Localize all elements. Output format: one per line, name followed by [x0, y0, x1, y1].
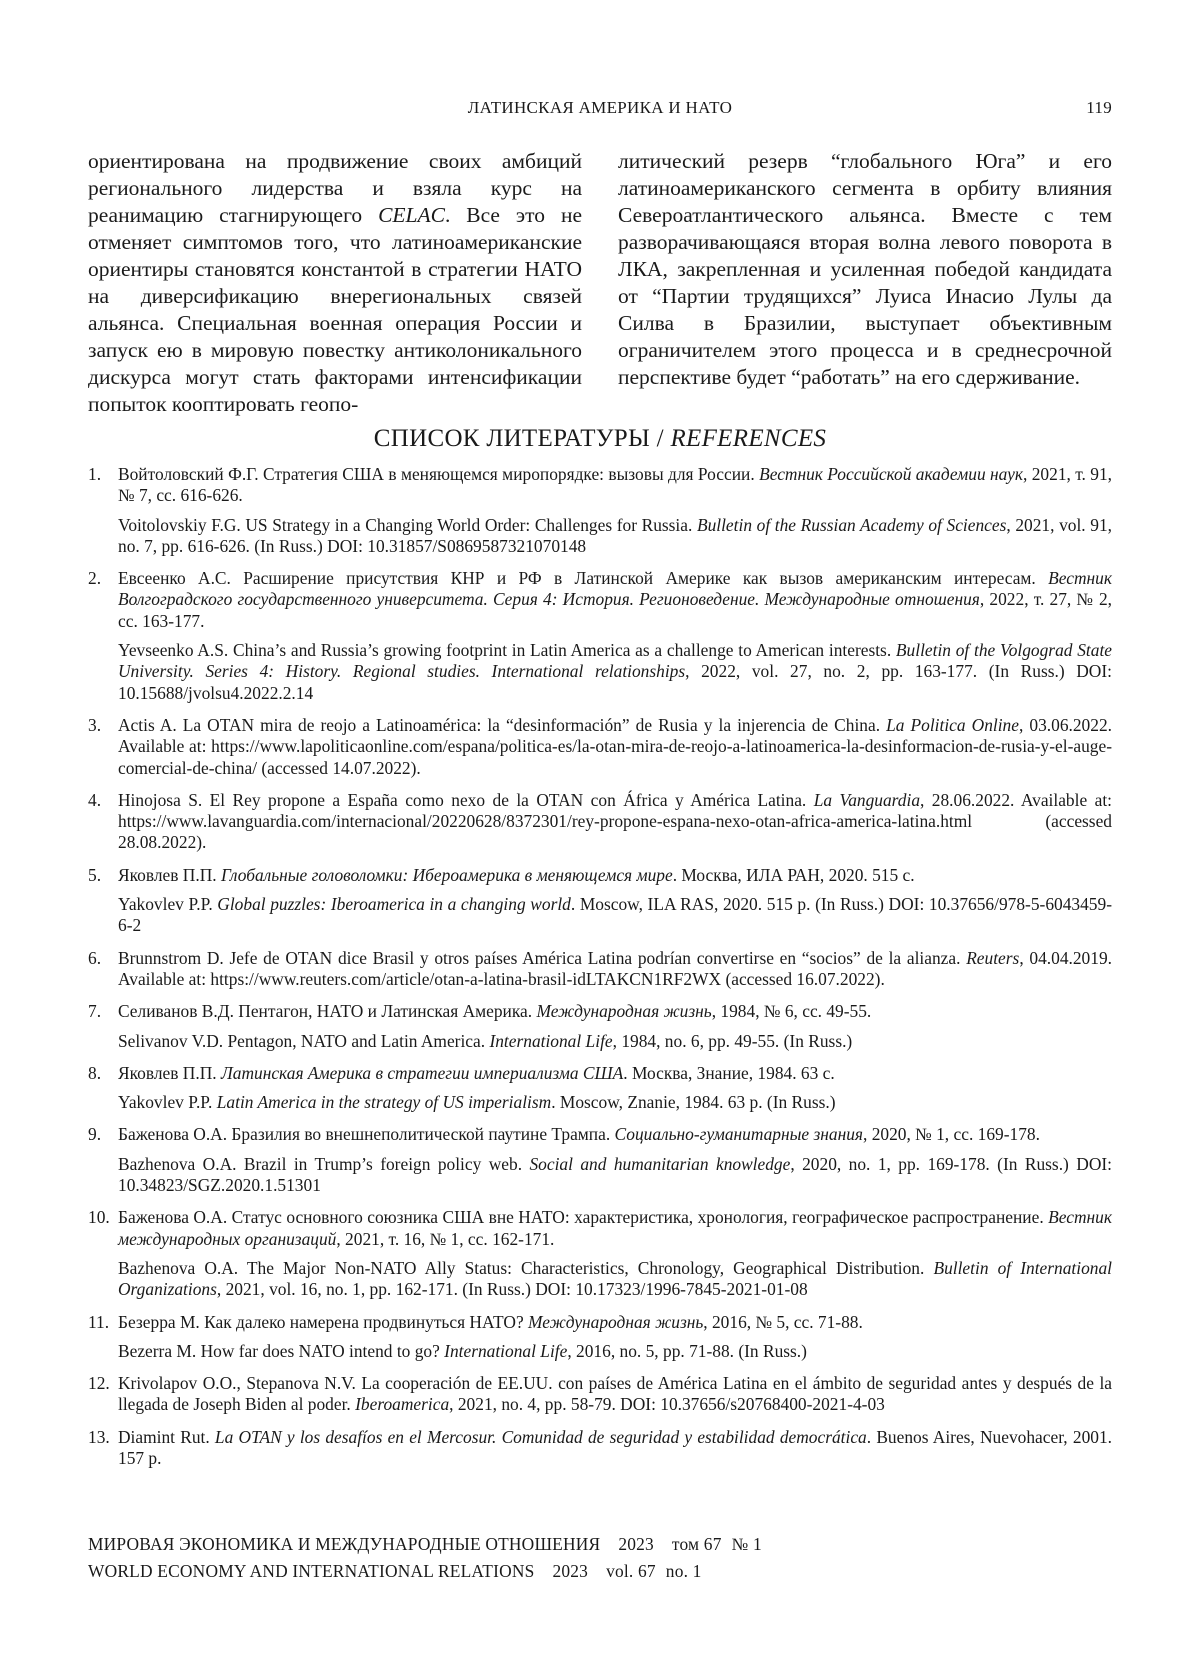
reference-source-title: Международная жизнь: [536, 1001, 712, 1022]
reference-source-title: International Life: [489, 1030, 613, 1051]
reference-text: Actis A. La OTAN mira de reojo a Latinoamérica: la “desinformación” de Rusia y la injerencia de China.: [118, 714, 887, 735]
reference-text: Селиванов В.Д. Пентагон, НАТО и Латинская Америка.: [118, 1001, 537, 1022]
reference-text: Безерра М. Как далеко намерена продвинуться НАТО?: [118, 1311, 529, 1332]
reference-source-title: International Life: [444, 1340, 568, 1361]
references-heading: [88, 425, 1112, 453]
reference-entry-original: [118, 464, 1112, 507]
reference-text: Яковлев П.П.: [118, 864, 221, 885]
reference-source-title: Международная жизнь: [528, 1311, 704, 1332]
reference-entry-transliterated: [118, 1154, 1112, 1197]
reference-entry-transliterated: [118, 640, 1112, 704]
reference-source-title: Глобальные головоломки: Ибероамерика в меняющемся мире: [220, 864, 673, 885]
reference-source-title: Iberoamerica: [355, 1394, 450, 1415]
reference-text: , 2022, vol. 27, no. 2, pp. 163-177. (In Russ.) DOI: 10.15688/jvolsu4.2022.2.14: [118, 661, 1112, 703]
reference-entry-original: [118, 1427, 1112, 1470]
reference-text: Евсеенко А.С. Расширение присутствия КНР и РФ в Латинской Америке как вызов американским интересам.: [118, 568, 1049, 589]
footer-en-issue: no. 1: [665, 1561, 702, 1581]
reference-source-title: Вестник Российской академии наук: [759, 464, 1023, 484]
reference-text: . Moscow, ILA RAS, 2020. 515 p. (In Russ.) DOI: 10.37656/978-5-6043459-6-2: [118, 894, 1112, 936]
running-head-title: ЛАТИНСКАЯ АМЕРИКА И НАТО: [467, 98, 733, 117]
reference-text: Bazhenova O.A. The Major Non-NATO Ally Status: Characteristics, Chronology, Geographical Distribution.: [118, 1257, 934, 1278]
footer-ru-journal: МИРОВАЯ ЭКОНОМИКА И МЕЖДУНАРОДНЫЕ ОТНОШЕНИЯ: [88, 1534, 601, 1554]
reference-source-title: La Vanguardia: [813, 789, 921, 810]
reference-text: . Buenos Aires, Nuevohacer, 2001. 157 p.: [118, 1426, 1113, 1468]
reference-text: , 2016, no. 5, pp. 71-88. (In Russ.): [567, 1340, 807, 1361]
references-heading-en: REFERENCES: [670, 425, 827, 452]
reference-item: [88, 1207, 1112, 1300]
reference-number: 5.: [88, 864, 102, 885]
reference-source-title: Reuters: [966, 947, 1020, 968]
reference-text: Brunnstrom D. Jefe de OTAN dice Brasil y otros países América Latina podrían convertirse en “socios” de la alianza.: [118, 947, 967, 968]
reference-text: Hinojosa S. El Rey propone a España como nexo de la OTAN con África y América Latina.: [118, 789, 814, 810]
reference-text: . Москва, Знание, 1984. 63 с.: [623, 1062, 835, 1083]
reference-text: Yevseenko A.S. China’s and Russia’s growing footprint in Latin America as a challenge to American interests.: [118, 640, 896, 661]
reference-entry-original: [118, 568, 1112, 632]
reference-text: Krivolapov O.O., Stepanova N.V. La cooperación de EE.UU. con países de América Latina en el ámbito de seguridad antes y después de la llegada de Joseph Biden al poder.: [118, 1373, 1112, 1415]
reference-entry-original: [118, 1124, 1112, 1145]
reference-number: 2.: [88, 568, 102, 589]
reference-text: , 2020, no. 1, pp. 169-178. (In Russ.) DOI: 10.34823/SGZ.2020.1.51301: [118, 1153, 1112, 1196]
reference-text: . Москва, ИЛА РАН, 2020. 515 с.: [672, 864, 915, 885]
footer-en-line: [88, 1558, 1112, 1585]
journal-footer: [88, 1531, 1112, 1585]
reference-entry-transliterated: [118, 515, 1112, 558]
reference-text: , 2021, vol. 91, no. 7, pp. 616-626. (In Russ.) DOI: 10.31857/S0869587321070148: [118, 514, 1113, 556]
reference-text: Bezerra M. How far does NATO intend to go?: [118, 1340, 445, 1361]
reference-entry-original: [118, 1207, 1112, 1250]
reference-entry-original: [118, 790, 1112, 854]
reference-text: , 2021, т. 91, № 7, сс. 616-626.: [118, 464, 1112, 506]
reference-source-title: Вестник Волгоградского государственного университета. Серия 4: История. Регионоведение. Международные отношения: [118, 568, 1112, 610]
reference-entry-original: [118, 948, 1112, 991]
reference-item: [88, 865, 1112, 937]
reference-entry-original: [118, 1373, 1112, 1416]
reference-text: Яковлев П.П.: [118, 1062, 221, 1083]
reference-text: , 1984, no. 6, pp. 49-55. (In Russ.): [612, 1030, 853, 1051]
reference-item: [88, 1001, 1112, 1052]
reference-text: , 2020, № 1, сс. 169-178.: [863, 1124, 1040, 1145]
reference-item: [88, 1312, 1112, 1363]
reference-list: [88, 464, 1112, 1480]
reference-entry-original: [118, 1312, 1112, 1333]
reference-text: Баженова О.А. Бразилия во внешнеполитической паутине Трампа.: [118, 1124, 615, 1145]
reference-item: [88, 568, 1112, 704]
reference-text: , 2022, т. 27, № 2, сс. 163-177.: [118, 589, 1113, 631]
footer-en-journal: WORLD ECONOMY AND INTERNATIONAL RELATIONS: [88, 1561, 535, 1581]
left-column-text-1: ориентирована на продвижение своих амбиций регионального лидерства и взяла курс на реанимацию стагнирующего: [88, 149, 582, 227]
celac-term: CELAC: [378, 203, 445, 227]
reference-source-title: Bulletin of the Russian Academy of Sciences: [696, 514, 1007, 535]
reference-source-title: La OTAN y los desafíos en el Mercosur. Comunidad de seguridad y estabilidad democrática: [214, 1426, 867, 1447]
reference-entry-transliterated: [118, 1341, 1112, 1362]
reference-entry-original: [118, 1001, 1112, 1022]
reference-text: Yakovlev P.P.: [118, 1092, 217, 1113]
reference-source-title: Social and humanitarian knowledge: [529, 1153, 791, 1174]
reference-number: 1.: [88, 464, 102, 484]
footer-ru-issue: № 1: [731, 1534, 762, 1554]
reference-number: 9.: [88, 1124, 102, 1145]
references-heading-ru: СПИСОК ЛИТЕРАТУРЫ /: [373, 425, 671, 452]
reference-source-title: Bulletin of International Organizations: [118, 1257, 1112, 1300]
reference-source-title: Bulletin of the Volgograd State University. Series 4: History. Regional studies. International relationships: [118, 640, 1112, 682]
reference-item: [88, 715, 1112, 779]
reference-number: 7.: [88, 1001, 102, 1022]
reference-text: Yakovlev P.P.: [118, 894, 218, 915]
reference-number: 12.: [88, 1373, 110, 1394]
reference-source-title: Вестник международных организаций: [118, 1207, 1112, 1249]
reference-item: [88, 1063, 1112, 1114]
reference-item: [88, 790, 1112, 854]
reference-text: , 04.04.2019. Available at: https://www.reuters.com/article/otan-a-latina-brasil-idLTAKCN1RF2WX (accessed 16.07.2022).: [118, 947, 1112, 989]
reference-number: 4.: [88, 789, 102, 810]
reference-text: Bazhenova O.A. Brazil in Trump’s foreign policy web.: [118, 1153, 530, 1174]
footer-ru-volume: том 67: [671, 1534, 722, 1554]
reference-source-title: Латинская Америка в стратегии империализма США: [220, 1062, 624, 1083]
reference-text: , 2021, no. 4, pp. 58-79. DOI: 10.37656/s20768400-2021-4-03: [449, 1394, 885, 1415]
reference-item: [88, 1373, 1112, 1416]
reference-item: [88, 1124, 1112, 1196]
reference-text: , 03.06.2022. Available at: https://www.lapoliticaonline.com/espana/politica-es/la-otan-mira-de-reojo-a-latinoamerica-la-desinformacion-de-rusia-y-el-auge-comercial-de-china/ (accessed 14.07.2022).: [118, 714, 1112, 778]
reference-text: , 1984, № 6, сс. 49-55.: [711, 1001, 872, 1022]
reference-number: 8.: [88, 1062, 102, 1083]
reference-number: 3.: [88, 714, 102, 735]
reference-item: [88, 464, 1112, 557]
reference-entry-transliterated: [118, 1258, 1112, 1301]
reference-text: Diamint Rut.: [118, 1426, 215, 1447]
reference-text: Войтоловский Ф.Г. Стратегия США в меняющемся миропорядке: вызовы для России.: [118, 464, 760, 484]
footer-ru-line: [88, 1531, 1112, 1558]
footer-en-year: 2023: [552, 1561, 589, 1581]
reference-text: , 2016, № 5, сс. 71-88.: [703, 1311, 863, 1332]
reference-text: , 2021, т. 16, № 1, сс. 162-171.: [336, 1228, 555, 1249]
reference-text: Voitolovskiy F.G. US Strategy in a Changing World Order: Challenges for Russia.: [118, 514, 697, 535]
reference-text: Selivanov V.D. Pentagon, NATO and Latin America.: [118, 1030, 490, 1051]
reference-entry-original: [118, 715, 1112, 779]
reference-source-title: Latin America in the strategy of US imperialism: [216, 1092, 552, 1113]
reference-entry-transliterated: [118, 1092, 1112, 1113]
right-column: литический резерв “глобального Юга” и его латиноамериканского сегмента в орбиту влияния Североатлантического альянса. Вместе с тем разворачивающаяся вторая волна левого поворота в ЛКА, закрепленная и усиленная победой кандидата от “Партии трудящихся” Луиса Инасио Лулы да Силва в Бразилии, выступает объективным ограничителем этого процесса и в среднесрочной перспективе будет “работать” на его сдерживание.: [618, 149, 1112, 389]
reference-item: [88, 1427, 1112, 1470]
reference-entry-original: [118, 865, 1112, 886]
reference-text: . Moscow, Znanie, 1984. 63 p. (In Russ.): [551, 1092, 836, 1113]
reference-number: 10.: [88, 1207, 110, 1228]
reference-source-title: Global puzzles: Iberoamerica in a changing world: [217, 894, 571, 915]
reference-entry-transliterated: [118, 894, 1112, 937]
reference-entry-original: [118, 1063, 1112, 1084]
reference-source-title: La Politica Online: [886, 714, 1019, 735]
reference-entry-transliterated: [118, 1031, 1112, 1052]
reference-text: Баженова О.А. Статус основного союзника США вне НАТО: характеристика, хронология, географическое распространение.: [118, 1207, 1049, 1228]
reference-text: , 28.06.2022. Available at: https://www.lavanguardia.com/internacional/20220628/8372301/rey-propone-espana-nexo-otan-africa-america-latina.html (accessed 28.08.2022).: [118, 789, 1112, 853]
reference-source-title: Социально-гуманитарные знания: [614, 1124, 863, 1145]
reference-number: 11.: [88, 1311, 110, 1332]
left-column: [88, 148, 582, 418]
body-text: [88, 148, 1112, 418]
reference-number: 13.: [88, 1426, 110, 1447]
reference-text: , 2021, vol. 16, no. 1, pp. 162-171. (In Russ.) DOI: 10.17323/1996-7845-2021-01-08: [216, 1279, 808, 1300]
reference-item: [88, 948, 1112, 991]
left-column-text-2: . Все это не отменяет симптомов того, что латиноамериканские ориентиры становятся константой в стратегии НАТО на диверсификацию внерегиональных связей альянса. Специальная военная операция России и запуск ею в мировую повестку антиколоникального дискурса могут стать факторами интенсификации попыток кооптировать геопо-: [88, 203, 583, 416]
footer-ru-year: 2023: [618, 1534, 654, 1554]
reference-number: 6.: [88, 947, 102, 968]
footer-en-volume: vol. 67: [606, 1561, 656, 1581]
page-number: 119: [1086, 98, 1112, 117]
